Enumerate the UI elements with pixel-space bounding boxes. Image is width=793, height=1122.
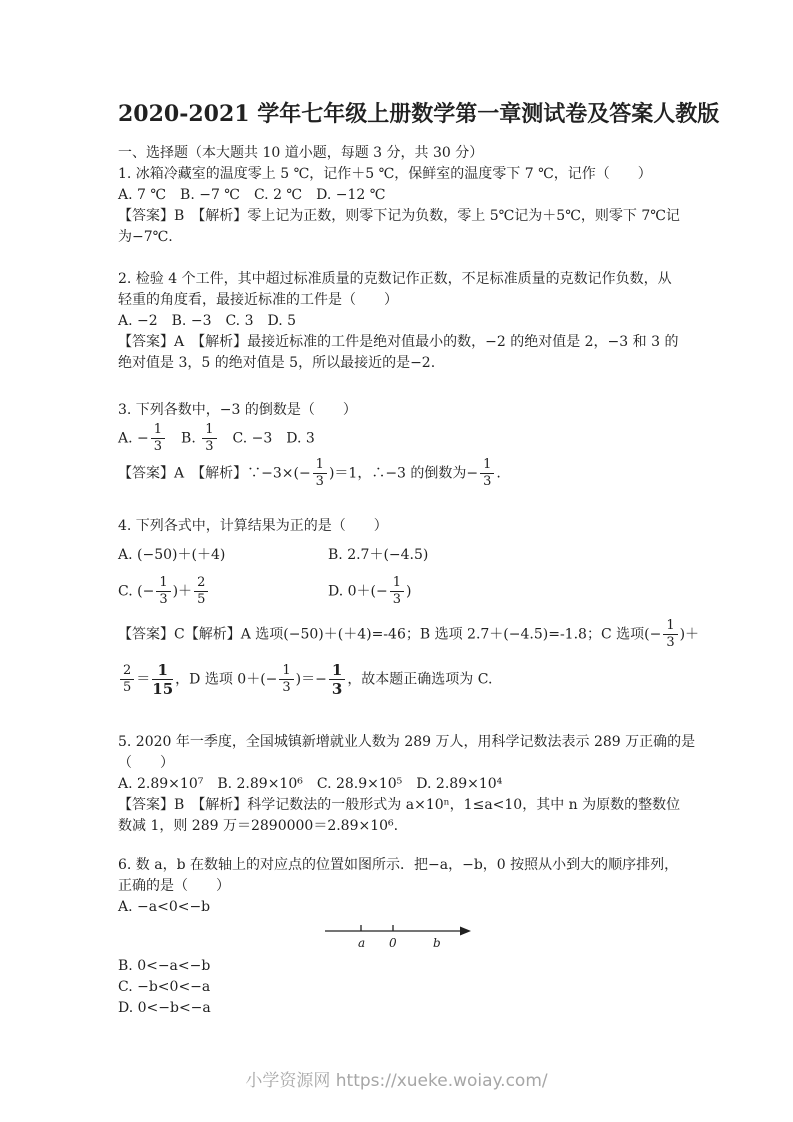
fraction-denominator: 5 [123,680,132,695]
q5-options: A. 2.89×10⁷ B. 2.89×10⁶ C. 28.9×10⁵ D. 2.89×10⁴ [118,776,503,792]
fraction-denominator: 3 [315,474,324,489]
fraction [663,619,677,650]
fraction-denominator: 3 [205,439,214,454]
fraction-numerator: 1 [313,458,327,474]
number-line-svg [323,921,473,953]
q1-options: A. 7 ℃ B. −7 ℃ C. 2 ℃ D. −12 ℃ [118,187,386,203]
footer-url-link[interactable]: https://xueke.woiay.com/ [335,1071,548,1091]
q2-options: A. −2 B. −3 C. 3 D. 5 [118,313,297,329]
q6-stem-line1: 6. 数 a，b 在数轴上的对应点的位置如图所示．把−a，−b，0 按照从小到大的顺序排列， [118,857,679,873]
q4-option-d [328,574,411,609]
q5-stem-line2: （ ） [118,755,174,771]
fraction-numerator: 1 [663,619,677,635]
question-1 [118,164,678,248]
question-4 [118,516,700,699]
q6-stem-line2: 正确的是（ ） [118,878,230,894]
fraction [202,423,216,454]
q4-options-row-cd [118,574,678,609]
section-heading: 一、选择题（本大题共 10 道小题，每题 3 分，共 30 分） [118,145,484,161]
fraction-denominator: 3 [666,635,675,650]
q6-option-c: C. −b<0<−a [118,979,211,995]
fraction [329,662,345,697]
text-segment: )＋ [679,626,700,643]
text-segment: ，D 选项 0＋(− [175,671,278,688]
fraction [313,458,327,489]
document-content [118,100,720,1019]
fraction [151,423,165,454]
text-segment: )＝1，∴−3 的倒数为− [328,465,479,482]
q4-answer-line1 [118,617,700,652]
fraction [120,664,134,695]
text-segment: ) [406,583,412,600]
q1-answer-line1: 【答案】B 【解析】零上记为正数，则零下记为负数，零上 5℃记为＋5℃，则零下 7℃记 [118,208,680,224]
fraction-numerator: 1 [202,423,216,439]
fraction-denominator: 3 [331,680,343,698]
fraction-numerator: 1 [152,662,173,680]
text-segment: 【答案】C【解析】A 选项(−50)＋(＋4)=-46；B 选项 2.7＋(−4.5)=-1.8；C 选项(− [118,626,662,643]
q4-option-b: B. 2.7＋(−4.5) [328,547,429,563]
text-segment: B. [167,430,201,447]
footer-site-name: 小学资源网 [245,1071,336,1091]
q5-answer-line2: 数减 1，则 289 万＝2890000＝2.89×10⁶. [118,818,399,834]
q2-answer-line1: 【答案】A 【解析】最接近标准的工件是绝对值最小的数，−2 的绝对值是 2，−3 和 3 的 [118,334,679,350]
text-segment: )＝− [295,671,327,688]
question-6 [118,855,678,1019]
axis-label-b: b [433,936,441,950]
q4-option-a: A. (−50)＋(＋4) [118,547,226,563]
q5-answer-line1: 【答案】B 【解析】科学记数法的一般形式为 a×10ⁿ，1≤a<10，其中 n 为原数的整数位 [118,797,681,813]
text-segment: C. (− [118,583,155,600]
fraction [390,576,404,607]
axis-arrowhead [460,927,471,936]
fraction-denominator: 5 [197,592,206,607]
question-2 [118,269,678,374]
q5-stem-line1: 5. 2020 年一季度，全国城镇新增就业人数为 289 万人，用科学记数法表示 289 万正确的是 [118,734,696,750]
text-segment: ，故本题正确选项为 C. [347,671,493,688]
fraction-numerator: 1 [390,576,404,592]
footer-watermark [0,1066,793,1091]
q1-stem: 1. 冰箱冷藏室的温度零上 5 ℃，记作＋5 ℃，保鲜室的温度零下 7 ℃，记作（ ） [118,166,652,182]
fraction-numerator: 1 [329,662,345,680]
number-line-figure [323,921,678,953]
fraction-denominator: 3 [153,439,163,454]
q1-answer-line2: 为−7℃. [118,229,173,245]
text-segment: 【答案】A 【解析】∵−3×(− [118,465,311,482]
fraction [279,664,293,695]
question-5 [118,732,696,837]
q6-option-d: D. 0<−b<−a [118,1000,211,1016]
fraction [156,576,170,607]
fraction [152,662,173,697]
q4-options-row-ab [118,545,678,566]
q6-option-a: A. −a<0<−b [118,899,211,915]
fraction-numerator: 1 [279,664,293,680]
q2-answer-line2: 绝对值是 3，5 的绝对值是 5，所以最接近的是−2. [118,355,436,371]
axis-label-zero: 0 [389,936,397,950]
fraction [194,576,208,607]
fraction-denominator: 3 [483,474,492,489]
text-segment: D. 0＋(− [328,583,388,600]
axis-label-a: a [358,936,366,950]
text-segment: )＋ [172,583,193,600]
q3-options [118,421,678,456]
q4-option-c [118,574,328,609]
q3-answer [118,456,678,491]
fraction-denominator: 3 [282,680,291,695]
q4-answer-line2 [118,660,678,699]
q4-stem: 4. 下列各式中，计算结果为正的是（ ） [118,518,388,534]
fraction-numerator: 2 [194,576,208,592]
fraction-numerator: 1 [151,423,165,439]
fraction-numerator: 2 [120,664,134,680]
question-3 [118,400,678,491]
text-segment: C. −3 D. 3 [218,430,315,447]
text-segment: ＝ [136,671,151,688]
fraction-numerator: 1 [480,458,494,474]
fraction [480,458,494,489]
fraction-denominator: 3 [159,592,168,607]
q6-option-b: B. 0<−a<−b [118,958,211,974]
fraction-numerator: 1 [156,576,170,592]
q2-stem-line1: 2. 检验 4 个工件，其中超过标准质量的克数记作正数，不足标准质量的克数记作负数，从 [118,271,672,287]
fraction-denominator: 3 [392,592,402,607]
q2-stem-line2: 轻重的角度看，最接近标准的工件是（ ） [118,292,398,308]
text-segment: . [496,465,501,482]
text-segment: A. − [118,430,149,447]
fraction-denominator: 15 [152,680,174,698]
q3-stem: 3. 下列各数中，−3 的倒数是（ ） [118,402,357,418]
page-title: 2020-2021 学年七年级上册数学第一章测试卷及答案人教版 [118,101,720,127]
